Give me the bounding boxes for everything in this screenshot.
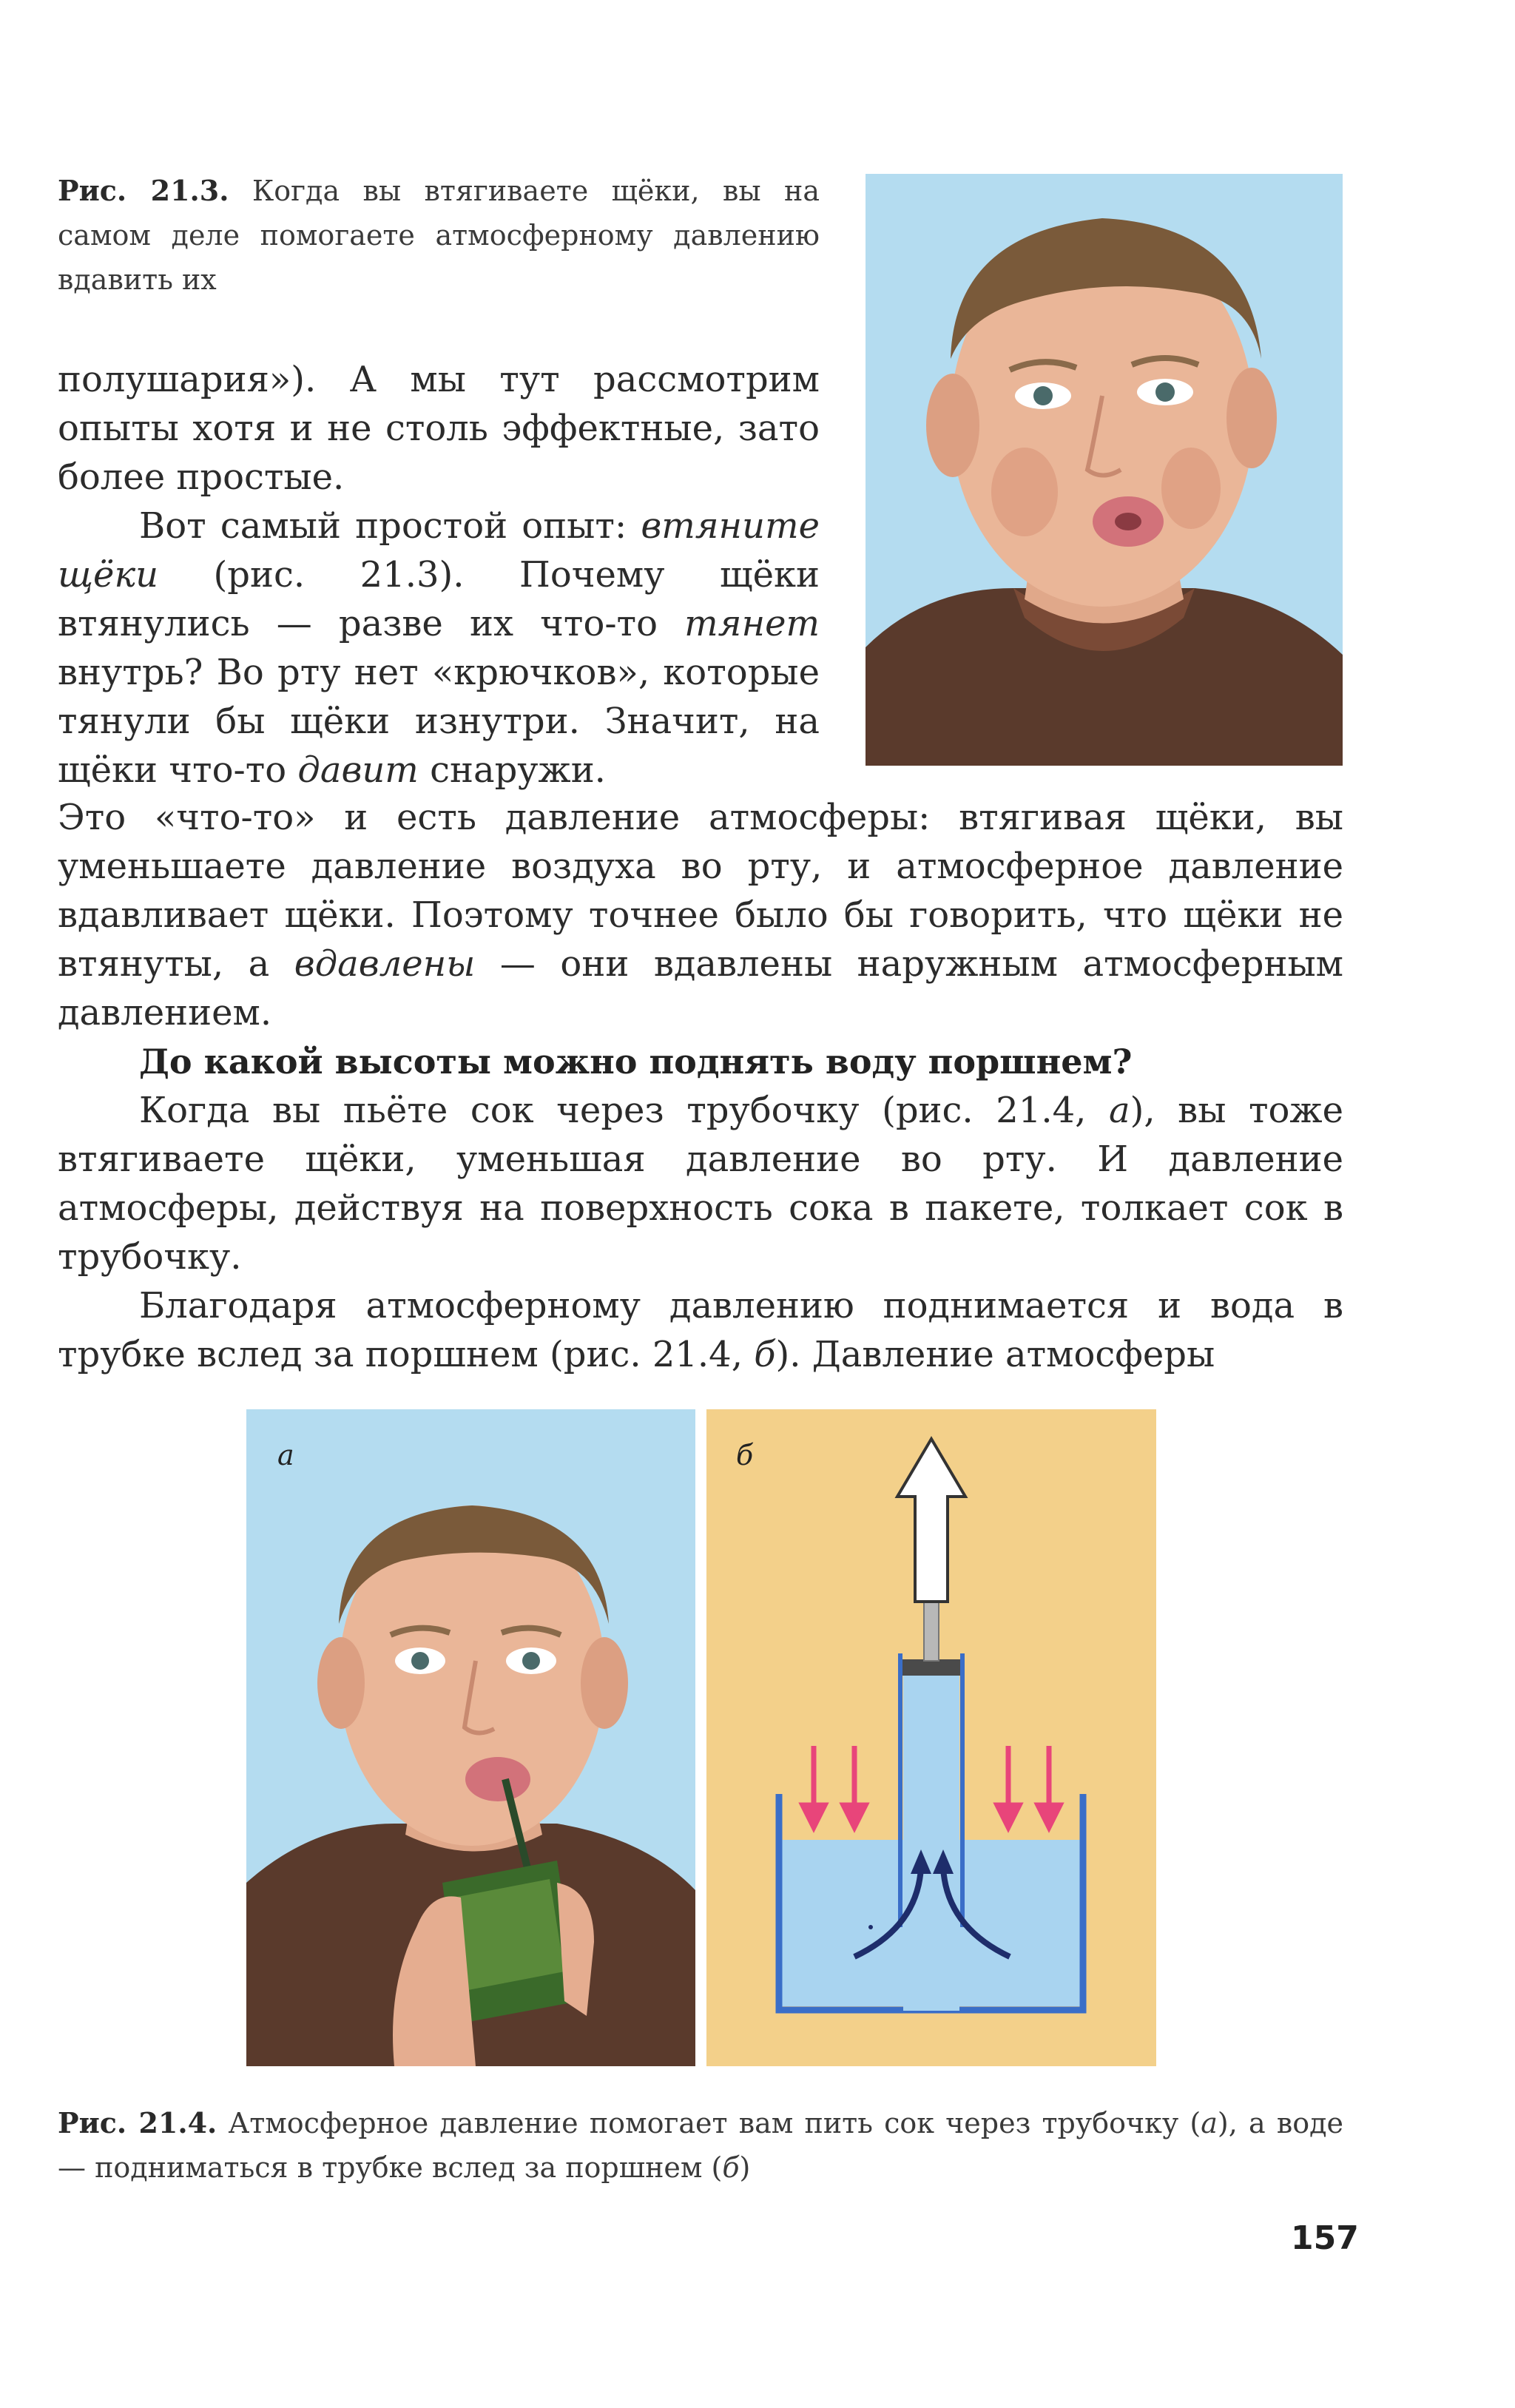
fig-21-4b-diagram (706, 1409, 1156, 2066)
italic-segment: втяните щёки (58, 505, 820, 596)
text-segment: Благодаря атмосферному давлению поднимается и вода в трубке вслед за поршнем (рис. 21.4, (58, 1285, 1343, 1375)
text-segment: Атмосферное давление помогает вам пить сок через трубочку ( (217, 2107, 1201, 2139)
text-segment: — они вдавлены наружным атмосферным давлением. (58, 943, 1343, 1033)
italic-segment: давит (297, 749, 419, 791)
paragraph-intro (58, 355, 820, 502)
fig-21-4a-letter: а (277, 1439, 294, 1471)
paragraph-water (58, 1281, 1343, 1379)
text-segment: ) (739, 2151, 751, 2184)
text-segment: Вот самый простой опыт: (139, 505, 641, 547)
text-segment: (рис. 21.3). Почему щёки втянулись — разве их что-то (58, 554, 820, 644)
section-heading: До какой высоты можно поднять воду поршнем? (139, 1042, 1133, 1082)
fig-21-4-caption (58, 2101, 1343, 2190)
paragraph-atmosphere (58, 793, 1343, 1037)
body-text-full (58, 793, 1343, 1379)
text-segment: снаружи. (418, 749, 606, 791)
italic-segment: а (1201, 2107, 1218, 2139)
fig-21-3-label: Рис. 21.3. (58, 174, 229, 207)
text-segment: ), а воде — подниматься в трубке вслед за поршнем ( (58, 2107, 1343, 2184)
text-segment: полушария»). А мы тут рассмотрим опыты хотя и не столь эффектные, зато более простые. (58, 359, 820, 498)
italic-segment: б (754, 1334, 776, 1375)
fig-21-4a-photo (246, 1409, 695, 2066)
fig-21-4-label: Рис. 21.4. (58, 2106, 217, 2139)
fig-21-3-caption (58, 169, 820, 302)
italic-segment: тянет (684, 603, 820, 644)
italic-segment: б (722, 2151, 740, 2184)
page-number: 157 (1291, 2219, 1359, 2257)
text-segment: внутрь? Во рту нет «крючков», которые тянули бы щёки изнутри. Значит, на щёки что-то (58, 652, 820, 791)
text-segment: ). Давление атмосферы (775, 1334, 1215, 1375)
body-text-narrow (58, 355, 820, 795)
paragraph-juice (58, 1086, 1343, 1281)
text-segment: Когда вы пьёте сок через трубочку (рис. 21.4, (139, 1090, 1109, 1131)
fig-21-3-text: Когда вы втягиваете щёки, вы на самом деле помогаете атмосферному давлению вдавить их (58, 175, 820, 296)
text-segment: Это «что-то» и есть давление атмосферы: втягивая щёки, вы уменьшаете давление воздуха во рту, и атмосферное давление вдавливает щёки. Поэтому точнее было бы говорить, что щёки не втянуты, а (58, 797, 1343, 985)
fig-21-3-photo (866, 174, 1343, 766)
italic-segment: а (1108, 1090, 1130, 1131)
paragraph-simple-experiment (58, 502, 820, 795)
text-segment: ), вы тоже втягиваете щёки, уменьшая давление во рту. И давление атмосферы, действуя на поверхность сока в пакете, толкает сок в трубочку. (58, 1090, 1343, 1278)
italic-segment: вдавлены (294, 943, 476, 985)
fig-21-4b-letter: б (736, 1439, 754, 1471)
